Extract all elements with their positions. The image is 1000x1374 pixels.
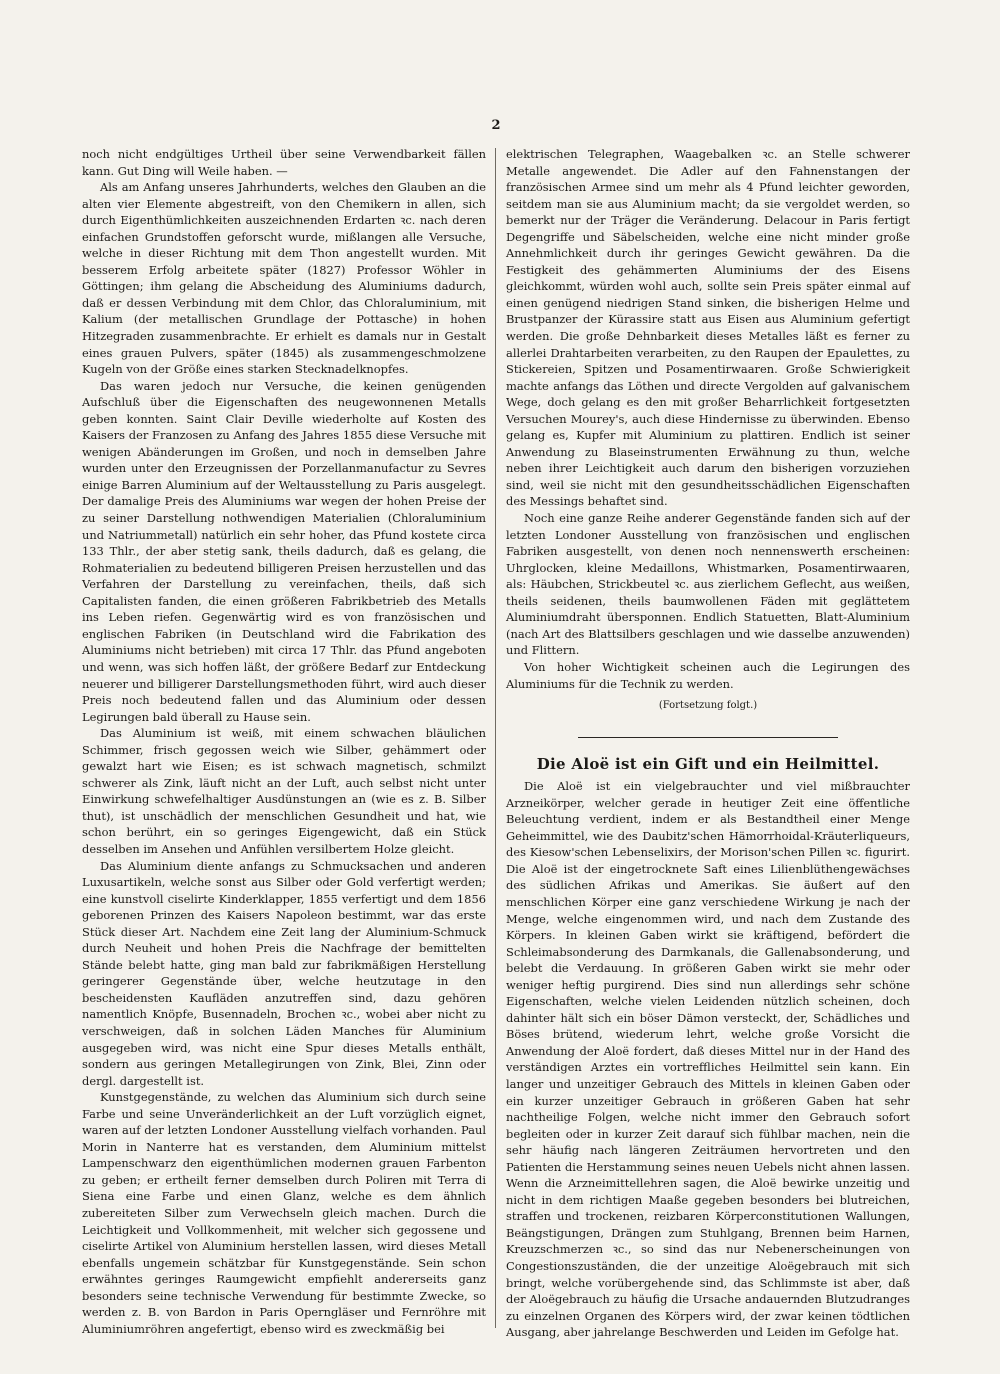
continuation-note: (Fortsetzung folgt.): [658, 700, 758, 712]
newspaper-page: [82, 118, 910, 1340]
right-column: [506, 146, 910, 1340]
left-column: [82, 146, 486, 1336]
column-divider: [495, 148, 496, 1328]
paragraph: Das Aluminium ist weiß, mit einem schwachen bläulichen Schimmer, frisch gegossen weich wie Silber, gehämmert oder gewalzt hart wie Eisen; es ist schwach magnetisch, schmilzt schwerer als Zink, läuft nicht an der Luft, auch selbst nicht unter Einwirkung schwefelhaltiger Ausdünstungen an (wie es z. B. Silber thut), ist unschädlich der menschlichen Gesundheit und hat, wie schon berührt, ein so geringes Eigengewicht, daß ein Stück desselben im Ansehen und Anfühlen versilbertem Holze gleicht.: [82, 726, 486, 856]
paragraph: Kunstgegenstände, zu welchen das Aluminium sich durch seine Farbe und seine Unveränderlichkeit an der Luft vorzüglich eignet, waren auf der letzten Londoner Ausstellung vielfach vorhanden. Paul Morin in Nanterre hat es verstanden, dem Aluminium mittelst Lampenschwarz den eigenthümlichen modernen grauen Farbenton zu geben; er ertheilt ferner demselben durch Poliren mit Terra di Siena eine Farbe und einen Glanz, welche es dem ähnlich zubereiteten Silber zum Verwechseln gleich machen. Durch die Leichtigkeit und Vollkommenheit, mit welcher sich gegossene und ciselirte Artikel von Aluminium herstellen lassen, wird dieses Metall ebenfalls ungemein schätzbar für Kunstgegenstände. Sein schon erwähntes geringes Raumgewicht empfiehlt andererseits ganz besonders seine technische Verwendung für bestimmte Zwecke, so werden z. B. von Bardon in Paris Operngläser und Fernröhre mit Aluminiumröhren angefertigt, ebenso wird es zweckmäßig bei: [82, 1090, 486, 1336]
page-number: 2: [491, 118, 501, 133]
section-divider: [578, 737, 838, 738]
paragraph: Das Aluminium diente anfangs zu Schmucksachen und anderen Luxusartikeln, welche sonst aus Silber oder Gold verfertigt werden; eine kunstvoll ciselirte Kinderklapper, 1855 verfertigt und dem 1856 geborenen Prinzen des Kaisers Napoleon bestimmt, war das erste Stück dieser Art. Nachdem eine Zeit lang der Aluminium-Schmuck durch Neuheit und hohen Preis die Nachfrage der bemittelten Stände belebt hatte, ging man bald zur fabrikmäßigen Herstellung geringerer Gegenstände über, welche heutzutage in den bescheidensten Kaufläden anzutreffen sind, dazu gehören namentlich Knöpfe, Busennadeln, Brochen ꝛc., wobei aber nicht zu verschweigen, daß in solchen Läden Manches für Aluminium ausgegeben wird, was nicht eine Spur dieses Metalls enthält, sondern aus geringen Metallegirungen von Zink, Blei, Zinn oder dergl. dargestellt ist.: [82, 858, 486, 1088]
article-title: Die Aloë ist ein Gift und ein Heilmittel.: [536, 754, 880, 773]
paragraph: noch nicht endgültiges Urtheil über seine Verwendbarkeit fällen kann. Gut Ding will Weile haben. —: [82, 147, 486, 178]
paragraph: Die Aloë ist ein vielgebrauchter und viel mißbrauchter Arzneikörper, welcher gerade in heutiger Zeit eine öffentliche Beleuchtung verdient, indem er als Bestandtheil einer Menge Geheimmittel, wie des Daubitz'schen Hämorrhoidal-Kräuterliqueurs, des Kiesow'schen Lebenselixirs, der Morison'schen Pillen ꝛc. figurirt. Die Aloë ist der eingetrocknete Saft eines Lilienblüthengewächses des südlichen Afrikas und Amerikas. Sie äußert auf den menschlichen Körper eine ganz verschiedene Wirkung je nach der Menge, welche eingenommen wird, und nach dem Zustande des Körpers. In kleinen Gaben wirkt sie kräftigend, befördert die Schleimabsonderung des Darmkanals, die Gallenabsonderung, und belebt die Verdauung. In größeren Gaben wirkt sie mehr oder weniger heftig purgirend. Dies sind nun allerdings sehr schöne Eigenschaften, welche vielen Leidenden nützlich scheinen, doch dahinter hält sich ein böser Dämon versteckt, der, Schädliches und Böses brütend, wiederum lehrt, welche große Vorsicht die Anwendung der Aloë fordert, daß dieses Mittel nur in der Hand des verständigen Arztes ein vortreffliches Heilmittel sein kann. Ein langer und unzeitiger Gebrauch des Mittels in kleinen Gaben oder ein kurzer unzeitiger Gebrauch in größeren Gaben hat sehr nachtheilige Folgen, welche nicht immer den Gebrauch sofort begleiten oder in kurzer Zeit darauf sich fühlbar machen, nein die sehr häufig nach längeren Zeiträumen hervortreten und den Patienten die Herstammung seines neuen Uebels nicht ahnen lassen. Wenn die Arzneimittellehren sagen, die Aloë bewirke unzeitig und nicht in dem richtigen Maaße gegeben besonders bei blutreichen, straffen und trockenen, reizbaren Körperconstitutionen Wallungen, Beängstigungen, Drängen zum Stuhlgang, Brennen beim Harnen, Kreuzschmerzen ꝛc., so sind das nur Nebenerscheinungen von Congestionszuständen, die der unzeitige Aloëgebrauch mit sich bringt, welche vorübergehende sind, das Schlimmste ist aber, daß der Aloëgebrauch zu häufig die Ursache andauernden Blutzudranges zu einzelnen Organen des Körpers wird, der zwar keinen tödtlichen Ausgang, aber jahrelange Beschwerden und Leiden im Gefolge hat.: [506, 779, 910, 1340]
paragraph: Das waren jedoch nur Versuche, die keinen genügenden Aufschluß über die Eigenschaften des neugewonnenen Metalls geben konnten. Saint Clair Deville wiederholte auf Kosten des Kaisers der Franzosen zu Anfang des Jahres 1855 diese Versuche mit wenigen Abänderungen im Großen, und noch in demselben Jahre wurden unter den Erzeugnissen der Porzellanmanufactur zu Sevres einige Barren Aluminium auf der Weltausstellung zu Paris ausgelegt. Der damalige Preis des Aluminiums war wegen der hohen Preise der zu seiner Darstellung nothwendigen Materialien (Chloraluminium und Natriummetall) natürlich ein sehr hoher, das Pfund kostete circa 133 Thlr., der aber stetig sank, theils dadurch, daß es gelang, die Rohmaterialien zu bedeutend billigeren Preisen herzustellen und das Verfahren der Darstellung zu vereinfachen, theils, daß sich Capitalisten fanden, die einen größeren Fabrikbetrieb des Metalls ins Leben riefen. Gegenwärtig wird es von französischen und englischen Fabriken (in Deutschland wird die Fabrikation des Aluminiums nicht betrieben) mit circa 17 Thlr. das Pfund angeboten und wenn, was sich hoffen läßt, der größere Bedarf zur Entdeckung neuerer und billigerer Darstellungsmethoden führt, wird auch dieser Preis noch bedeutend fallen und das Aluminium oder dessen Legirungen bald überall zu Hause sein.: [82, 378, 486, 724]
paragraph: Als am Anfang unseres Jahrhunderts, welches den Glauben an die alten vier Elemente abgestreift, von den Chemikern in allen, sich durch Eigenthümlichkeiten auszeichnenden Erdarten ꝛc. nach deren einfachen Grundstoffen geforscht wurde, mißlangen alle Versuche, welche in dieser Richtung mit dem Thon angestellt wurden. Mit besserem Erfolg arbeitete später (1827) Professor Wöhler in Göttingen; ihm gelang die Abscheidung des Aluminiums dadurch, daß er dessen Verbindung mit dem Chlor, das Chloraluminium, mit Kalium (der metallischen Grundlage der Pottasche) in hohen Hitzegraden zusammenbrachte. Er erhielt es damals nur in Gestalt eines grauen Pulvers, später (1845) als zusammengeschmolzene Kugeln von der Größe eines starken Stecknadelknopfes.: [82, 180, 486, 377]
paragraph: elektrischen Telegraphen, Waagebalken ꝛc. an Stelle schwerer Metalle angewendet. Die Adler auf den Fahnenstangen der französischen Armee sind um mehr als 4 Pfund leichter geworden, seitdem man sie aus Aluminium macht; da sie vergoldet werden, so bemerkt nur der Träger die Veränderung. Delacour in Paris fertigt Degengriffe und Säbelscheiden, welche eine nicht minder große Annehmlichkeit durch ihr geringes Gewicht gewähren. Da die Festigkeit des gehämmerten Aluminiums der des Eisens gleichkommt, würden wohl auch, sollte sein Preis später einmal auf einen genügend niedrigen Stand sinken, die bisherigen Helme und Brustpanzer der Kürassire statt aus Eisen aus Aluminium gefertigt werden. Die große Dehnbarkeit dieses Metalles läßt es ferner zu allerlei Drahtarbeiten verarbeiten, zu den Raupen der Epaulettes, zu Stickereien, Spitzen und Posamentirwaaren. Große Schwierigkeit machte anfangs das Löthen und directe Vergolden auf galvanischem Wege, doch gelang es den mit großer Beharrlichkeit fortgesetzten Versuchen Mourey's, auch diese Hindernisse zu überwinden. Ebenso gelang es, Kupfer mit Aluminium zu plattiren. Endlich ist seiner Anwendung zu Blaseinstrumenten Erwähnung zu thun, welche neben ihrer Leichtigkeit auch darum den bisherigen vorzuziehen sind, weil sie nicht mit den gesundheitsschädlichen Eigenschaften des Messings behaftet sind.: [506, 147, 910, 509]
paragraph: Noch eine ganze Reihe anderer Gegenstände fanden sich auf der letzten Londoner Ausstellung von französischen und englischen Fabriken ausgestellt, von denen noch nennenswerth erscheinen: Uhrglocken, kleine Medaillons, Whistmarken, Posamentirwaaren, als: Häubchen, Strickbeutel ꝛc. aus zierlichem Geflecht, aus weißen, theils seidenen, theils baumwollenen Fäden mit geglättetem Aluminiumdraht übersponnen. Endlich Statuetten, Blatt-Aluminium (nach Art des Blattsilbers geschlagen und wie dasselbe anzuwenden) und Flittern.: [506, 511, 910, 658]
paragraph: Von hoher Wichtigkeit scheinen auch die Legirungen des Aluminiums für die Technik zu werden.: [506, 659, 910, 691]
